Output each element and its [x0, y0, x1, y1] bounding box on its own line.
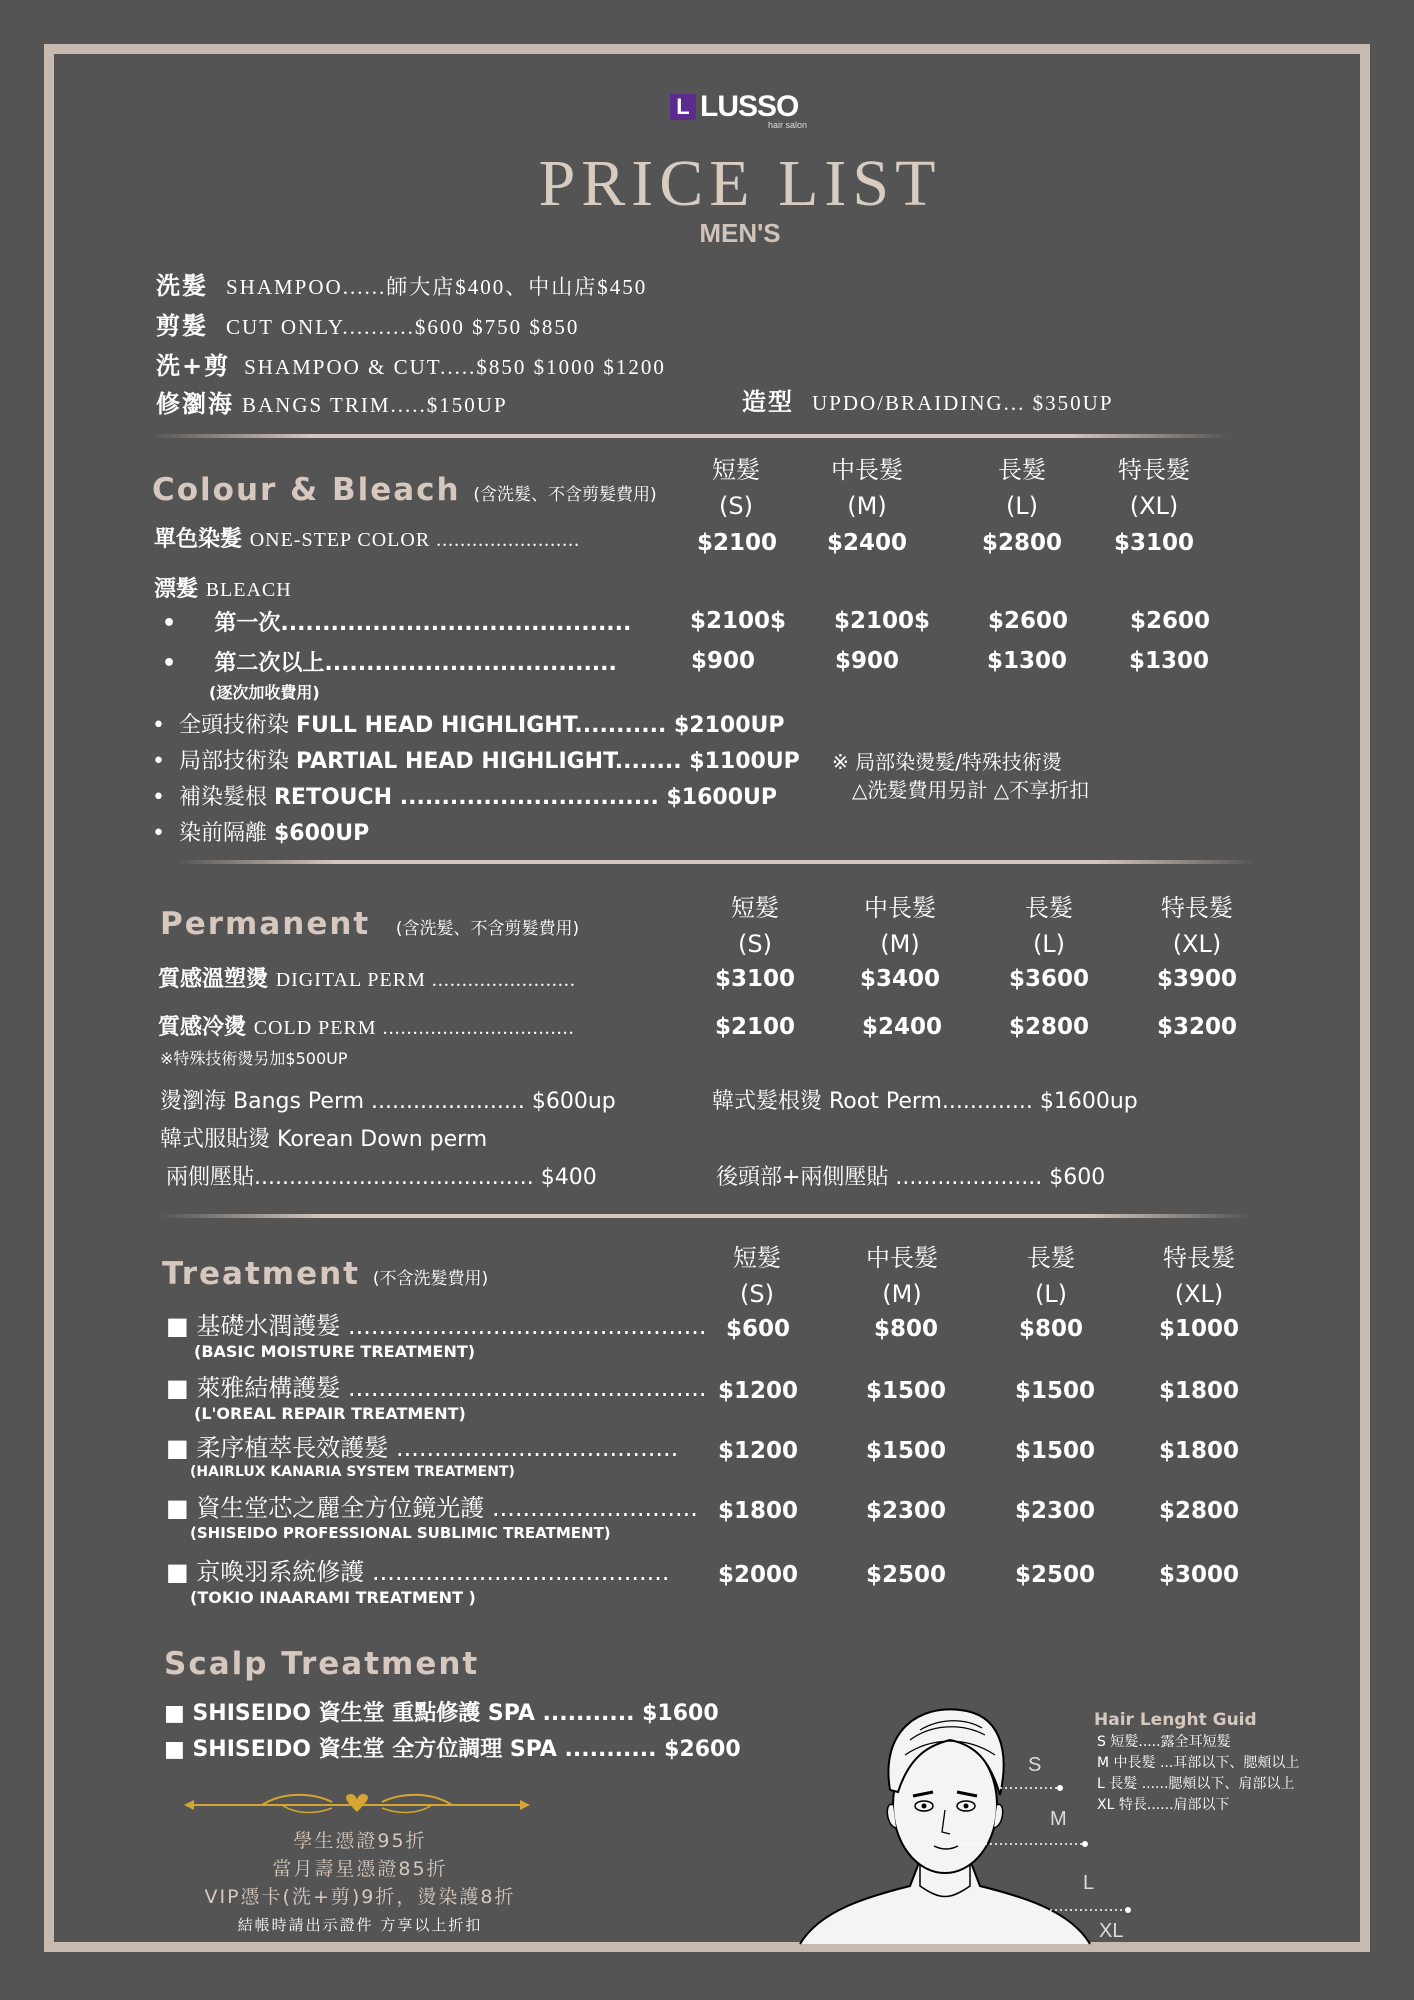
treat-header-l: 長髮 (L) — [1027, 1244, 1075, 1308]
price: $2000 — [717, 1562, 799, 1588]
treatment-item: ■ 基礎水潤護髮 ............................................... — [166, 1312, 707, 1340]
service-shampoo-cut: 洗+剪 SHAMPOO & CUT.....$850 $1000 $1200 — [156, 352, 666, 380]
back-side-press: 後頭部+兩側壓貼 ..................... $600 — [716, 1165, 1106, 1190]
perm-header-xl: 特長髮 (XL) — [1161, 894, 1233, 958]
price: $2800 — [1158, 1498, 1240, 1524]
price: $1800 — [1158, 1378, 1240, 1404]
colour-remark: ※ 局部染燙髮/特殊技術燙 — [832, 750, 1062, 774]
price: $2400 — [861, 1014, 943, 1040]
guide-label-xl: XL — [1099, 1920, 1124, 1942]
man-illustration — [790, 1700, 1150, 1948]
digital-perm: 質感溫塑燙 DIGITAL PERM ........................ — [158, 967, 576, 992]
price: $2500 — [1014, 1562, 1096, 1588]
pre-color-barrier: • 染前隔離 $600UP — [152, 821, 370, 846]
colour-header-xl: 特長髮 (XL) — [1118, 456, 1190, 520]
price: $3600 — [1008, 966, 1090, 992]
price: $2100$ — [833, 608, 931, 634]
divider — [150, 434, 1230, 438]
gold-ornament — [182, 1790, 532, 1820]
scalp-item: ■ SHISEIDO 資生堂 重點修護 SPA ........... $1600 — [164, 1701, 719, 1726]
page-subtitle: MEN'S — [699, 218, 781, 248]
guide-label-l: L — [1083, 1872, 1095, 1894]
bangs-perm: 燙瀏海 Bangs Perm ...................... $600up — [160, 1089, 616, 1114]
price: $2600 — [1129, 608, 1211, 634]
price: $3100 — [1113, 530, 1195, 556]
perm-header-s: 短髮 (S) — [731, 894, 779, 958]
discount-note: 結帳時請出示證件 方享以上折扣 — [237, 1916, 483, 1934]
scalp-item: ■ SHISEIDO 資生堂 全方位調理 SPA ........... $2600 — [164, 1737, 741, 1762]
price: $1500 — [865, 1378, 947, 1404]
bleach-note: (逐次加收費用) — [209, 683, 320, 702]
price: $2100 — [696, 530, 778, 556]
price: $2600 — [987, 608, 1069, 634]
price: $1300 — [986, 648, 1068, 674]
price: $1800 — [717, 1498, 799, 1524]
service-shampoo: 洗髮 SHAMPOO......師大店$400、中山店$450 — [156, 272, 648, 300]
page-title: PRICE LIST — [538, 147, 942, 220]
perm-header-m: 中長髮 (M) — [864, 894, 936, 958]
retouch: • 補染髮根 RETOUCH ............................... $1600UP — [152, 785, 778, 810]
colour-header-l: 長髮 (L) — [998, 456, 1046, 520]
discount-vip: VIP憑卡(洗+剪)9折，燙染護8折 — [204, 1886, 516, 1908]
divider — [160, 1214, 1250, 1218]
colour-header-m: 中長髮 (M) — [831, 456, 903, 520]
treatment-item-en: (BASIC MOISTURE TREATMENT) — [194, 1342, 476, 1361]
bleach-title: 漂髮 BLEACH — [154, 577, 292, 602]
price: $2100 — [714, 1014, 796, 1040]
price: $3900 — [1156, 966, 1238, 992]
hair-length-guide: S 短髮.....露全耳短髮 M 中長髮 ...耳部以下、腮頰以上 L 長髮 ......腮頰以下、肩部以上 XL 特長......肩部以下 — [1097, 1734, 1300, 1813]
cold-perm: 質感冷燙 COLD PERM ................................ — [158, 1015, 575, 1040]
discount-birthday: 當月壽星憑證85折 — [272, 1858, 448, 1880]
section-title-scalp: Scalp Treatment — [164, 1646, 480, 1682]
divider — [176, 860, 1256, 864]
treatment-item: ■ 柔序植萃長效護髮 ..................................... — [166, 1434, 679, 1462]
price: $2100$ — [689, 608, 787, 634]
treatment-item: ■ 京喚羽系統修護 ....................................... — [166, 1558, 670, 1586]
section-title-treatment: Treatment (不含洗髮費用) — [162, 1256, 489, 1292]
price: $600 — [725, 1316, 790, 1342]
price: $800 — [1018, 1316, 1083, 1342]
price: $3000 — [1158, 1562, 1240, 1588]
price: $2500 — [865, 1562, 947, 1588]
price: $900 — [834, 648, 899, 674]
side-press: 兩側壓貼........................................ $400 — [166, 1165, 597, 1190]
price: $1200 — [717, 1438, 799, 1464]
price: $1300 — [1128, 648, 1210, 674]
bleach-first: • 第一次.......................................... — [162, 611, 632, 636]
price: $2800 — [1008, 1014, 1090, 1040]
price: $1500 — [1014, 1378, 1096, 1404]
price: $1800 — [1158, 1438, 1240, 1464]
price: $1200 — [717, 1378, 799, 1404]
discount-student: 學生憑證95折 — [293, 1830, 427, 1852]
colour-header-s: 短髮 (S) — [712, 456, 760, 520]
service-bangs: 修瀏海 BANGS TRIM.....$150UP — [156, 390, 508, 418]
price: $2400 — [826, 530, 908, 556]
treat-header-xl: 特長髮 (XL) — [1163, 1244, 1235, 1308]
price: $3100 — [714, 966, 796, 992]
treatment-item-en: (HAIRLUX KANARIA SYSTEM TREATMENT) — [190, 1464, 515, 1480]
treatment-item: ■ 萊雅結構護髮 ............................................... — [166, 1374, 707, 1402]
highlight-full: • 全頭技術染 FULL HEAD HIGHLIGHT........... $2100UP — [152, 713, 785, 738]
root-perm: 韓式髮根燙 Root Perm............. $1600up — [712, 1089, 1138, 1114]
price: $2300 — [1014, 1498, 1096, 1524]
treatment-item-en: (TOKIO INAARAMI TREATMENT ) — [190, 1588, 476, 1607]
bleach-second: • 第二次以上................................... — [162, 651, 617, 676]
highlight-partial: • 局部技術染 PARTIAL HEAD HIGHLIGHT........ $1100UP — [152, 749, 800, 774]
price: $2800 — [981, 530, 1063, 556]
price: $900 — [690, 648, 755, 674]
treat-header-s: 短髮 (S) — [733, 1244, 781, 1308]
price: $3200 — [1156, 1014, 1238, 1040]
logo-mark: L — [670, 94, 696, 120]
section-title-colour: Colour & Bleach (含洗髮、不含剪髮費用) — [152, 472, 657, 508]
treatment-item-en: (SHISEIDO PROFESSIONAL SUBLIMIC TREATMENT) — [190, 1524, 611, 1542]
price: $800 — [873, 1316, 938, 1342]
salon-logo — [670, 90, 808, 130]
logo-sub: hair salon — [768, 120, 808, 130]
guide-label-m: M — [1050, 1808, 1067, 1830]
treatment-item-en: (L'OREAL REPAIR TREATMENT) — [194, 1404, 466, 1423]
perm-header-l: 長髮 (L) — [1025, 894, 1073, 958]
treatment-item: ■ 資生堂芯之麗全方位鏡光護 ........................... — [166, 1494, 698, 1522]
service-styling: 造型 UPDO/BRAIDING... $350UP — [742, 388, 1114, 416]
section-title-perm: Permanent (含洗髮、不含剪髮費用) — [160, 906, 580, 942]
price: $1500 — [865, 1438, 947, 1464]
guide-label-s: S — [1028, 1754, 1042, 1776]
korean-down-perm: 韓式服貼燙 Korean Down perm — [160, 1127, 488, 1152]
price: $2300 — [865, 1498, 947, 1524]
colour-remark-2: △洗髮費用另計 △不享折扣 — [852, 778, 1090, 802]
service-cut: 剪髮 CUT ONLY..........$600 $750 $850 — [156, 312, 580, 340]
price: $3400 — [859, 966, 941, 992]
one-step-color: 單色染髮 ONE-STEP COLOR ........................ — [154, 527, 581, 552]
treat-header-m: 中長髮 (M) — [866, 1244, 938, 1308]
price: $1000 — [1158, 1316, 1240, 1342]
price: $1500 — [1014, 1438, 1096, 1464]
hair-length-guide-title: Hair Lenght Guid — [1094, 1710, 1257, 1730]
perm-special-note: ※特殊技術燙另加$500UP — [160, 1049, 348, 1068]
logo-name: LUSSO — [700, 90, 799, 123]
